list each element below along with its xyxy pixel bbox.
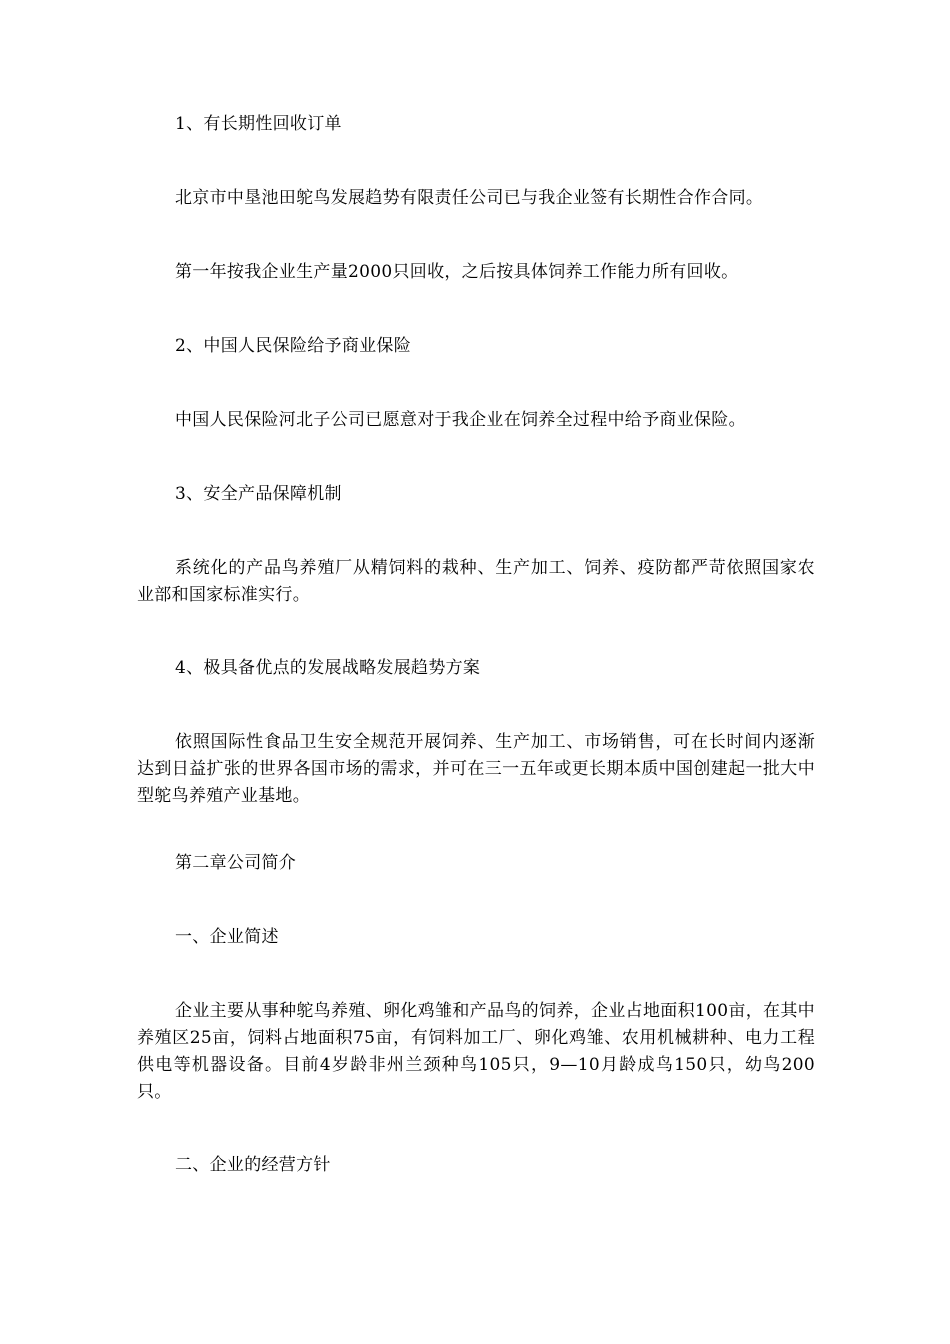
- heading-company-overview: 一、企业简述: [175, 927, 279, 947]
- heading-development-strategy: 4、极具备优点的发展战略发展趋势方案: [175, 658, 481, 678]
- heading-safety-mechanism: 3、安全产品保障机制: [175, 484, 342, 504]
- paragraph-company-overview: 企业主要从事种鸵鸟养殖、卵化鸡雏和产品鸟的饲养，企业占地面积100亩，在其中养殖区25亩，饲料占地面积75亩，有饲料加工厂、卵化鸡雏、农用机械耕种、电力工程供电等机器设备。目前4岁龄非州兰颈种鸟105只，9—10月龄成鸟150只，幼鸟200只。: [137, 1001, 815, 1102]
- heading-long-term-orders: 1、有长期性回收订单: [175, 114, 342, 134]
- heading-business-policy: 二、企业的经营方针: [175, 1155, 331, 1175]
- paragraph-first-year-recovery: 第一年按我企业生产量2000只回收，之后按具体饲养工作能力所有回收。: [175, 262, 739, 282]
- paragraph-safety-mechanism: 系统化的产品鸟养殖厂从精饲料的栽种、生产加工、饲养、疫防都严苛依照国家农业部和国家标准实行。: [137, 558, 815, 605]
- heading-chapter-two: 第二章公司简介: [175, 853, 297, 873]
- paragraph-cooperation-contract: 北京市中垦池田鸵鸟发展趋势有限责任公司已与我企业签有长期性合作合同。: [175, 188, 764, 208]
- paragraph-development-strategy: 依照国际性食品卫生安全规范开展饲养、生产加工、市场销售，可在长时间内逐渐达到日益扩张的世界各国市场的需求，并可在三一五年或更长期本质中国创建起一批大中型鸵鸟养殖产业基地。: [137, 732, 815, 806]
- paragraph-insurance: 中国人民保险河北子公司已愿意对于我企业在饲养全过程中给予商业保险。: [175, 410, 746, 430]
- heading-insurance: 2、中国人民保险给予商业保险: [175, 336, 412, 356]
